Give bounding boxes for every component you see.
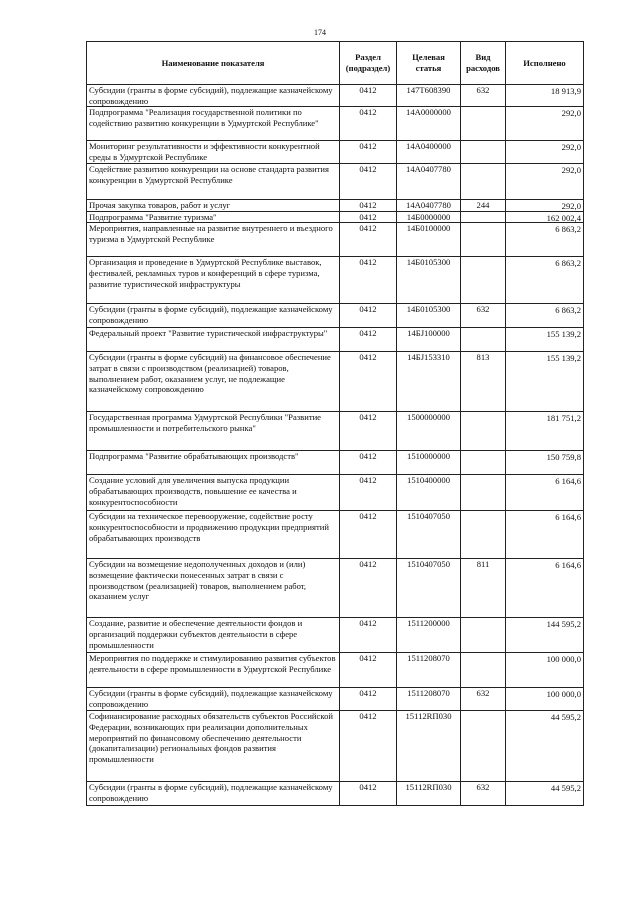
table-row bbox=[87, 211, 584, 223]
cell-executed-amount bbox=[506, 618, 584, 653]
amount-value: 155 139,2 bbox=[546, 353, 581, 364]
cell-section: 0412 bbox=[340, 223, 397, 257]
cell-target: 1511208070 bbox=[397, 653, 461, 688]
cell-name: Подпрограмма "Реализация государственной политики по содействию развитию конкуренции в Удмуртской Республике" bbox=[87, 107, 340, 141]
cell-name: Субсидии (гранты в форме субсидий), подлежащие казначейскому сопровождению bbox=[87, 85, 340, 107]
cell-expense-type: 632 bbox=[461, 304, 506, 328]
amount-value: 18 913,9 bbox=[550, 86, 581, 96]
cell-executed-amount bbox=[506, 223, 584, 257]
cell-name: Субсидии на возмещение недополученных доходов и (или) возмещение фактически понесенных затрат в связи с производством (реализацией) товаров, выполнением работ, оказанием услуг bbox=[87, 559, 340, 618]
amount-value: 144 595,2 bbox=[546, 619, 581, 630]
cell-executed-amount bbox=[506, 688, 584, 711]
amount-value: 150 759,8 bbox=[546, 452, 581, 463]
table-row bbox=[87, 559, 584, 618]
cell-expense-type: 632 bbox=[461, 688, 506, 711]
cell-executed-amount bbox=[506, 85, 584, 107]
cell-section: 0412 bbox=[340, 164, 397, 200]
cell-section: 0412 bbox=[340, 85, 397, 107]
cell-target: 14А0407780 bbox=[397, 164, 461, 200]
cell-target: 1500000000 bbox=[397, 412, 461, 451]
cell-section: 0412 bbox=[340, 559, 397, 618]
cell-expense-type bbox=[461, 328, 506, 352]
amount-value: 100 000,0 bbox=[546, 689, 581, 700]
cell-expense-type bbox=[461, 451, 506, 475]
cell-section: 0412 bbox=[340, 511, 397, 559]
cell-section: 0412 bbox=[340, 618, 397, 653]
cell-expense-type bbox=[461, 511, 506, 559]
cell-name: Субсидии на техническое перевооружение, содействие росту конкурентоспособности и продвижению продукции предприятий обрабатывающих производств bbox=[87, 511, 340, 559]
cell-section: 0412 bbox=[340, 352, 397, 412]
table-row bbox=[87, 164, 584, 200]
cell-section: 0412 bbox=[340, 328, 397, 352]
cell-executed-amount bbox=[506, 782, 584, 806]
cell-expense-type bbox=[461, 107, 506, 141]
amount-value: 100 000,0 bbox=[546, 654, 581, 665]
cell-name: Мониторинг результативности и эффективности конкурентной среды в Удмуртской Республике bbox=[87, 141, 340, 164]
cell-executed-amount bbox=[506, 211, 584, 223]
table-row bbox=[87, 412, 584, 451]
cell-expense-type: 244 bbox=[461, 200, 506, 212]
cell-target: 1510407050 bbox=[397, 511, 461, 559]
cell-expense-type bbox=[461, 223, 506, 257]
cell-section: 0412 bbox=[340, 451, 397, 475]
amount-value: 162 002,4 bbox=[546, 212, 581, 223]
amount-value: 44 595,2 bbox=[550, 712, 581, 723]
cell-section: 0412 bbox=[340, 304, 397, 328]
table-row bbox=[87, 107, 584, 141]
cell-executed-amount bbox=[506, 475, 584, 511]
header-name: Наименование показателя bbox=[87, 42, 340, 85]
cell-expense-type bbox=[461, 618, 506, 653]
cell-section: 0412 bbox=[340, 107, 397, 141]
cell-name: Федеральный проект "Развитие туристической инфраструктуры" bbox=[87, 328, 340, 352]
cell-expense-type bbox=[461, 141, 506, 164]
table-row bbox=[87, 328, 584, 352]
cell-executed-amount bbox=[506, 164, 584, 200]
cell-section: 0412 bbox=[340, 711, 397, 782]
cell-target: 14А0407780 bbox=[397, 200, 461, 212]
table-row bbox=[87, 141, 584, 164]
cell-executed-amount bbox=[506, 107, 584, 141]
cell-name: Создание, развитие и обеспечение деятельности фондов и организаций поддержки субъектов деятельности в сфере промышленности bbox=[87, 618, 340, 653]
amount-value: 6 164,6 bbox=[555, 512, 581, 523]
cell-name: Содействие развитию конкуренции на основе стандарта развития конкуренции в Удмуртской Республике bbox=[87, 164, 340, 200]
cell-expense-type bbox=[461, 211, 506, 223]
cell-executed-amount bbox=[506, 412, 584, 451]
cell-expense-type: 811 bbox=[461, 559, 506, 618]
cell-name: Прочая закупка товаров, работ и услуг bbox=[87, 200, 340, 212]
cell-section: 0412 bbox=[340, 412, 397, 451]
cell-expense-type bbox=[461, 164, 506, 200]
cell-name: Софинансирование расходных обязательств субъектов Российской Федерации, возникающих при реализации дополнительных мероприятий по финансовому обеспечению деятельности (докапитализации) региональных фондов развития промышленности bbox=[87, 711, 340, 782]
cell-name: Создание условий для увеличения выпуска продукции обрабатывающих производств, повышение ее качества и конкурентоспособности bbox=[87, 475, 340, 511]
table-row bbox=[87, 352, 584, 412]
amount-value: 155 139,2 bbox=[546, 329, 581, 340]
cell-executed-amount bbox=[506, 653, 584, 688]
cell-name: Субсидии (гранты в форме субсидий) на финансовое обеспечение затрат в связи с производством (реализацией) товаров, выполнением работ, оказанием услуг, не подлежащие казначейскому сопровождению bbox=[87, 352, 340, 412]
cell-section: 0412 bbox=[340, 257, 397, 304]
table-row bbox=[87, 511, 584, 559]
cell-name: Государственная программа Удмуртской Республики "Развитие промышленности и потребительского рынка" bbox=[87, 412, 340, 451]
cell-expense-type: 632 bbox=[461, 85, 506, 107]
cell-target: 15112RП030 bbox=[397, 782, 461, 806]
cell-target: 147Т608390 bbox=[397, 85, 461, 107]
cell-section: 0412 bbox=[340, 475, 397, 511]
table-row bbox=[87, 257, 584, 304]
cell-target: 14А0000000 bbox=[397, 107, 461, 141]
cell-executed-amount bbox=[506, 141, 584, 164]
cell-expense-type bbox=[461, 475, 506, 511]
header-target: Целевая статья bbox=[397, 42, 461, 85]
amount-value: 292,0 bbox=[561, 165, 581, 176]
cell-target: 1510000000 bbox=[397, 451, 461, 475]
cell-executed-amount bbox=[506, 257, 584, 304]
table-row bbox=[87, 304, 584, 328]
table-row bbox=[87, 653, 584, 688]
cell-executed-amount bbox=[506, 328, 584, 352]
cell-executed-amount bbox=[506, 711, 584, 782]
amount-value: 292,0 bbox=[561, 108, 581, 119]
cell-executed-amount bbox=[506, 304, 584, 328]
cell-target: 15112RП030 bbox=[397, 711, 461, 782]
cell-expense-type bbox=[461, 412, 506, 451]
cell-name: Субсидии (гранты в форме субсидий), подлежащие казначейскому сопровождению bbox=[87, 304, 340, 328]
amount-value: 292,0 bbox=[561, 142, 581, 153]
amount-value: 6 863,2 bbox=[555, 258, 581, 269]
table-body bbox=[87, 85, 584, 806]
cell-section: 0412 bbox=[340, 688, 397, 711]
table-header-row bbox=[87, 42, 584, 85]
page-number: 174 bbox=[314, 28, 326, 37]
cell-section: 0412 bbox=[340, 653, 397, 688]
cell-name: Мероприятия, направленные на развитие внутреннего и въездного туризма в Удмуртской Республике bbox=[87, 223, 340, 257]
cell-section: 0412 bbox=[340, 782, 397, 806]
cell-executed-amount bbox=[506, 200, 584, 212]
cell-target: 1511208070 bbox=[397, 688, 461, 711]
amount-value: 6 164,6 bbox=[555, 476, 581, 487]
header-executed: Исполнено bbox=[506, 42, 584, 85]
cell-executed-amount bbox=[506, 352, 584, 412]
cell-executed-amount bbox=[506, 451, 584, 475]
cell-expense-type bbox=[461, 653, 506, 688]
cell-name: Подпрограмма "Развитие обрабатывающих производств" bbox=[87, 451, 340, 475]
table-row bbox=[87, 223, 584, 257]
cell-target: 14Б0100000 bbox=[397, 223, 461, 257]
cell-executed-amount bbox=[506, 511, 584, 559]
cell-target: 1510407050 bbox=[397, 559, 461, 618]
cell-expense-type: 813 bbox=[461, 352, 506, 412]
table-row bbox=[87, 618, 584, 653]
cell-target: 1511200000 bbox=[397, 618, 461, 653]
amount-value: 44 595,2 bbox=[550, 783, 581, 794]
cell-target: 14А0400000 bbox=[397, 141, 461, 164]
cell-executed-amount bbox=[506, 559, 584, 618]
cell-expense-type bbox=[461, 257, 506, 304]
cell-section: 0412 bbox=[340, 141, 397, 164]
cell-section: 0412 bbox=[340, 211, 397, 223]
table-row bbox=[87, 85, 584, 107]
amount-value: 6 863,2 bbox=[555, 224, 581, 235]
table-row bbox=[87, 475, 584, 511]
cell-name: Субсидии (гранты в форме субсидий), подлежащие казначейскому сопровождению bbox=[87, 688, 340, 711]
cell-name: Мероприятия по поддержке и стимулированию развития субъектов деятельности в сфере промышленности в Удмуртской Республике bbox=[87, 653, 340, 688]
cell-name: Субсидии (гранты в форме субсидий), подлежащие казначейскому сопровождению bbox=[87, 782, 340, 806]
cell-target: 14БJ153310 bbox=[397, 352, 461, 412]
table-row bbox=[87, 688, 584, 711]
header-expense-type: Вид расходов bbox=[461, 42, 506, 85]
cell-target: 1510400000 bbox=[397, 475, 461, 511]
table-row bbox=[87, 782, 584, 806]
amount-value: 6 863,2 bbox=[555, 305, 581, 316]
cell-target: 14Б0105300 bbox=[397, 304, 461, 328]
budget-execution-table bbox=[86, 41, 584, 806]
cell-name: Организация и проведение в Удмуртской Республике выставок, фестивалей, рекламных туров и конференций в сфере туризма, развитие туристической инфраструктуры bbox=[87, 257, 340, 304]
table-row bbox=[87, 711, 584, 782]
amount-value: 181 751,2 bbox=[546, 413, 581, 424]
cell-name: Подпрограмма "Развитие туризма" bbox=[87, 211, 340, 223]
cell-target: 14Б0105300 bbox=[397, 257, 461, 304]
amount-value: 6 164,6 bbox=[555, 560, 581, 571]
table-row bbox=[87, 451, 584, 475]
amount-value: 292,0 bbox=[561, 201, 581, 212]
cell-target: 14Б0000000 bbox=[397, 211, 461, 223]
header-section: Раздел (подраздел) bbox=[340, 42, 397, 85]
cell-expense-type: 632 bbox=[461, 782, 506, 806]
cell-section: 0412 bbox=[340, 200, 397, 212]
cell-expense-type bbox=[461, 711, 506, 782]
table-row bbox=[87, 200, 584, 212]
cell-target: 14БJ100000 bbox=[397, 328, 461, 352]
